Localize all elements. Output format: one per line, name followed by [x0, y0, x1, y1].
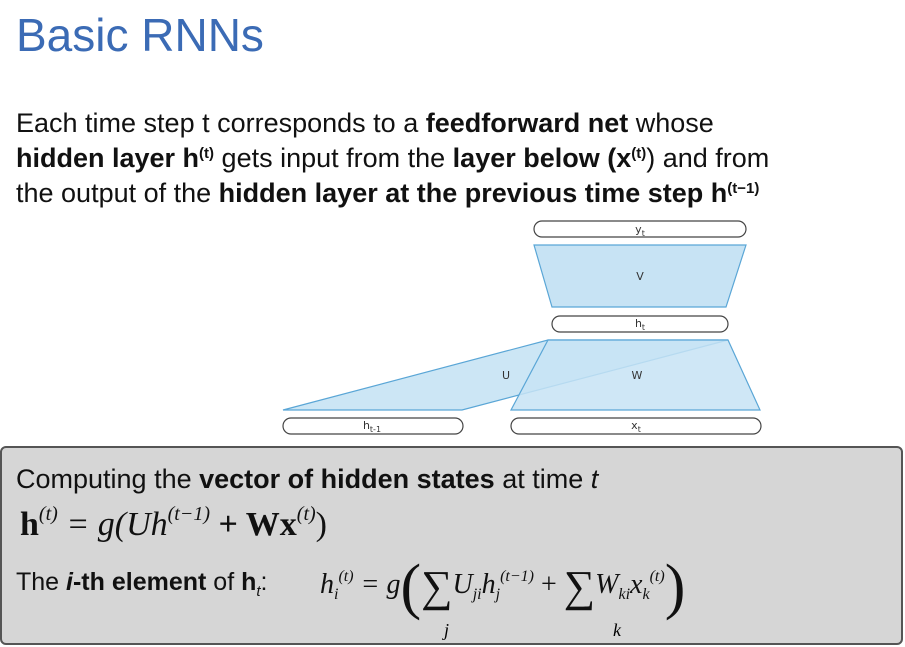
para-bold-4: hidden layer at the previous time step $h^{(t-1)}$ [218, 178, 760, 208]
para-bold-1: feedforward net [425, 108, 629, 138]
ht-label: $h_t$ [634, 317, 646, 332]
para-text-3: gets input from the [214, 143, 453, 173]
sum-index-j: j [444, 620, 450, 640]
para-bold-2: hidden layer $h^{(t)}$ [16, 143, 215, 173]
para-bold-3: layer below ($x^{(t)}$ [452, 143, 647, 173]
sum-index-k: k [613, 620, 621, 640]
box-heading: Computing the vector of hidden states at time t [16, 464, 599, 494]
para-text-5: the output of the [16, 178, 219, 208]
v-label: V [636, 270, 644, 283]
u-label: U [501, 369, 511, 382]
ith-element-equation: $h_i^{(t)} = g(\sum U_{ji}h_j^{(t-1)} + \sum W_{ki}x_k^{(t)})$ [320, 553, 686, 621]
hidden-state-box [0, 446, 903, 645]
para-text-4: ) and from [646, 143, 770, 173]
w-label: W [631, 369, 643, 382]
slide-title: Basic RNNs [16, 9, 264, 61]
ht1-label: $h_{t-1}$ [362, 419, 382, 434]
para-text-2: whose [628, 108, 714, 138]
description-paragraph [16, 106, 896, 211]
hidden-state-equation: $h^{(t)} = g(Uh^{(t-1)} + Wx^{(t)})$ [20, 503, 327, 543]
rnn-diagram [0, 215, 905, 440]
yt-label: $y_t$ [635, 223, 645, 238]
para-text-1: Each time step t corresponds to a [16, 108, 426, 138]
ith-element-label: The i-th element of $h_t$: [16, 568, 268, 600]
xt-label: $x_t$ [631, 419, 641, 434]
